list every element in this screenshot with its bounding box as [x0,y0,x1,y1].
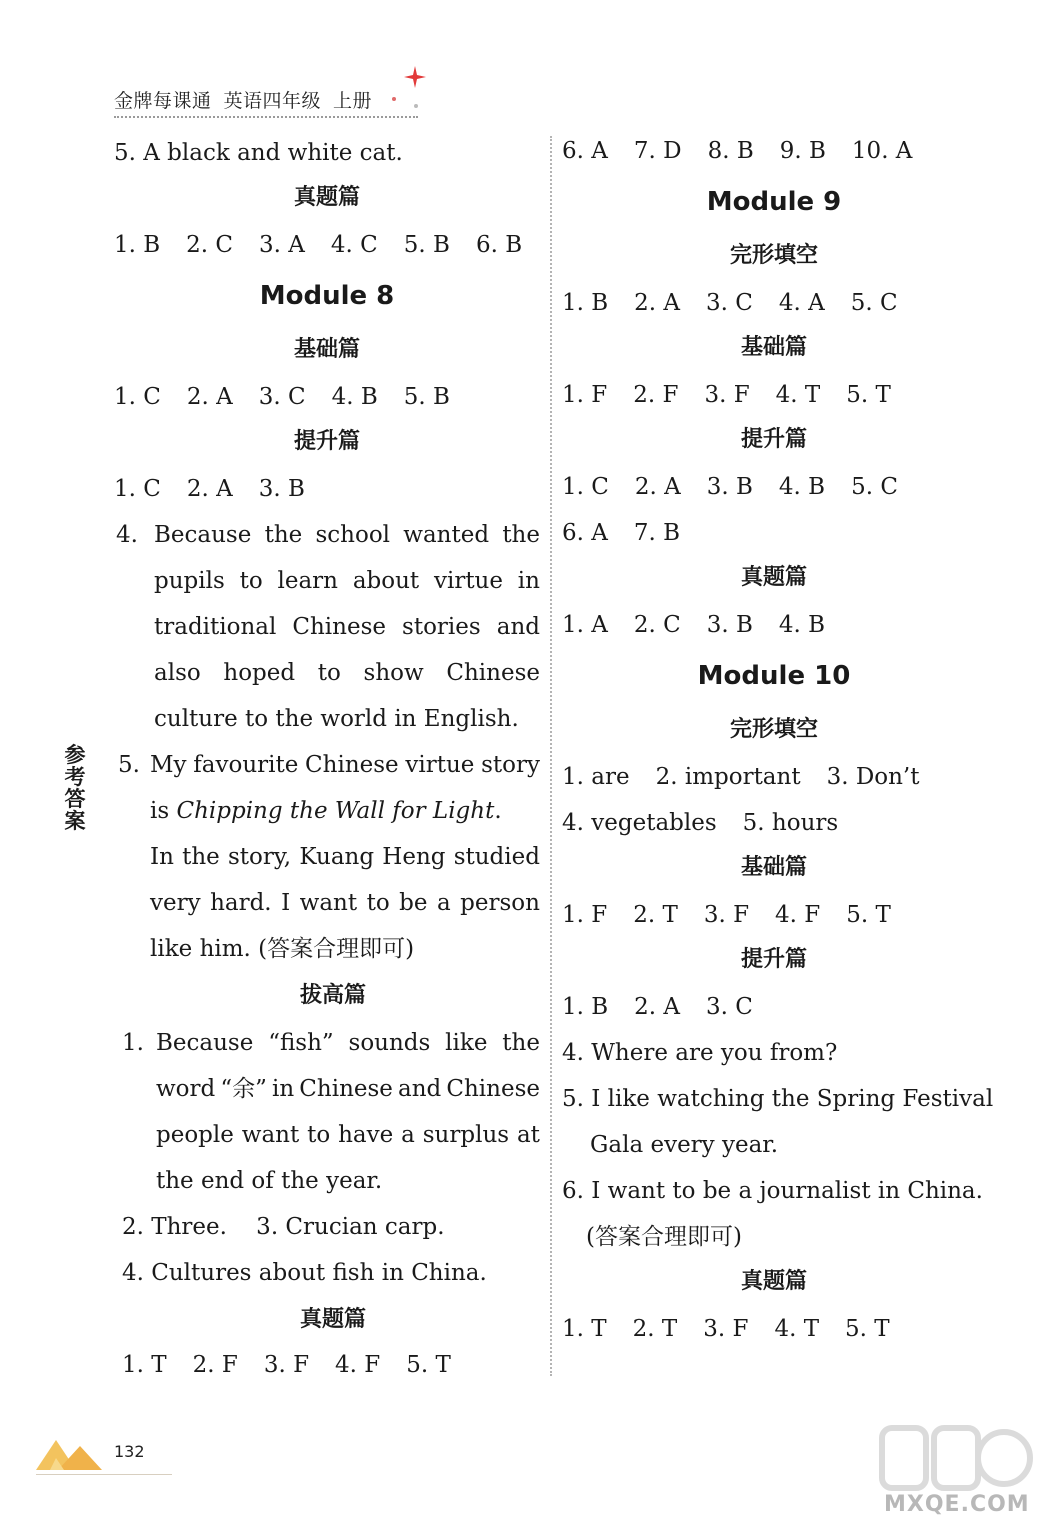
answer: 5. T [406,1352,451,1378]
answer: 1. F [562,382,608,408]
answer-line [562,900,891,930]
answer-line: 4. Where are you from? [562,1040,838,1066]
answer: 1. A [562,612,608,638]
side-tab-label: 参考答案 [64,743,86,833]
answer: 2. F [192,1352,238,1378]
answer: 4. C [330,232,378,258]
section-heading: 完形填空 [729,243,818,268]
answer: 1. C [562,474,609,500]
answer: 5. T [846,382,891,408]
answer: 3. B [706,474,753,500]
answer-line: Gala every year. [590,1132,779,1158]
answer: 1. C [114,476,161,502]
answer-line [562,762,920,792]
answer: 7. B [633,520,681,546]
running-header [114,86,372,113]
answer-line: 5. I like watching the Spring Festival [562,1086,994,1112]
answer-line [562,808,838,838]
answer: 4. B [778,612,826,638]
answer-line [122,1350,451,1380]
answer: 4. T [774,1316,820,1342]
answer: 5. C [851,474,898,500]
answer: 3. F [703,902,750,928]
footer-rule [36,1474,172,1475]
answer: 1. B [562,290,609,316]
header-rule [114,116,418,118]
section-heading: 真题篇 [293,185,360,210]
answer-text-line: In the story, Kuang Heng studied [150,844,540,870]
answer: 3. C [706,994,753,1020]
page-number: 132 [114,1442,145,1461]
answer-line [114,382,450,412]
answer: 6. B [475,232,523,258]
section-heading: 基础篇 [293,337,360,362]
module-title: Module 8 [259,281,395,311]
answer: 4. F [775,902,821,928]
answer-text-line: also hoped to show Chinese [154,660,540,686]
answer: 2. T [632,1316,678,1342]
section-heading: 基础篇 [740,855,807,880]
answer: 3. C [706,290,753,316]
section-heading: 提升篇 [293,429,360,454]
answer: 4. A [778,290,825,316]
answer: 3. A [259,232,305,258]
answer-text-line: word “余” in Chinese and Chinese [156,1076,540,1102]
answer: 2. A [634,474,681,500]
answer-line: 4. Cultures about fish in China. [122,1260,487,1286]
answer: 4. F [335,1352,381,1378]
answer-text-line: culture to the world in English. [154,706,519,732]
answer-text-line: the end of the year. [156,1168,383,1194]
section-heading: 真题篇 [740,565,807,590]
answer-text-line: traditional Chinese stories and [154,614,540,640]
answer: 6. A [562,520,608,546]
question-number: 1. [122,1030,144,1056]
watermark-text: MXQE.COM [884,1492,1030,1517]
answer: 3. Don’t [826,764,920,790]
module-title: Module 9 [706,187,842,217]
answer: 3. C [258,384,306,410]
answer-line: (答案合理即可) [586,1224,742,1250]
subject-title: 英语四年级 [223,90,322,112]
answer-text-line: pupils to learn about virtue in [154,568,540,594]
answer-text-line: very hard. I want to be a person [150,890,540,916]
section-heading: 完形填空 [729,717,818,742]
answer: 4. B [331,384,378,410]
answer: 2. important [655,764,801,790]
answer: 5. C [850,290,898,316]
star-icon [404,66,426,88]
answer: 3. B [706,612,753,638]
answer-line [562,610,825,640]
answer: 9. B [779,138,826,164]
answer-line [114,474,305,504]
answer: 3. F [263,1352,310,1378]
answer-text-line: is Chipping the Wall for Light. [150,798,502,824]
answer-line: 5. A black and white cat. [114,140,403,166]
decor-dot [392,97,396,101]
answer: 1. are [562,764,630,790]
answer: 5. hours [742,810,839,836]
answer-text-line: people want to have a surplus at [156,1122,540,1148]
answer-line [114,230,522,260]
answer: 4. T [775,382,821,408]
module-title: Module 10 [697,661,851,691]
section-heading: 拔高篇 [299,983,366,1008]
answer-line [562,380,891,410]
answer-line: 6. I want to be a journalist in China. [562,1178,983,1204]
answer: 2. C [633,612,681,638]
answer: 2. A [634,994,681,1020]
column-divider [550,136,552,1376]
mountain-icon [36,1432,106,1474]
question-number: 5. [118,752,140,778]
answer: 4. B [778,474,826,500]
answer: 5. T [845,1316,890,1342]
answer: 7. D [633,138,682,164]
answer-text-line: Because the school wanted the [154,522,540,548]
answer: 2. C [186,232,234,258]
section-heading: 真题篇 [740,1269,807,1294]
section-heading: 提升篇 [740,427,807,452]
section-heading: 真题篇 [299,1307,366,1332]
answer: 5. B [403,384,450,410]
answer: 1. B [114,232,161,258]
answer: 10. A [851,138,913,164]
answer: 2. A [186,476,233,502]
answer-text-line: Because “fish” sounds like the [156,1030,540,1056]
decor-dot [414,104,418,108]
answer: 4. vegetables [562,810,717,836]
question-number: 4. [116,522,138,548]
volume-title: 上册 [333,90,373,112]
answer: 1. T [562,1316,607,1342]
answer: 2. A [634,290,681,316]
answer: 6. A [562,138,608,164]
answer-line [562,518,680,548]
answer-line [562,472,898,502]
answer-line [562,1314,890,1344]
answer: 8. B [707,138,754,164]
answer: 1. B [562,994,609,1020]
answer: 3. F [704,382,750,408]
answer: 2. T [633,902,678,928]
section-heading: 基础篇 [740,335,807,360]
answer: 5. B [403,232,450,258]
answer-line [562,992,753,1022]
answer: 2. A [186,384,233,410]
answer-line [562,288,898,318]
answer: 1. T [122,1352,167,1378]
answer-text-line: like him. (答案合理即可) [150,936,415,962]
section-heading: 提升篇 [740,947,807,972]
answer-line [562,136,912,166]
answer: 3. F [703,1316,749,1342]
answer-line: 2. Three. 3. Crucian carp. [122,1214,445,1240]
book-title: 金牌每课通 [114,90,212,112]
answer: 1. F [562,902,608,928]
answer: 2. F [633,382,679,408]
answer-text-line: My favourite Chinese virtue story [150,752,540,778]
answer: 3. B [258,476,305,502]
answer: 1. C [114,384,161,410]
story-title: Chipping the Wall for Light [176,798,495,824]
answer: 5. T [846,902,891,928]
